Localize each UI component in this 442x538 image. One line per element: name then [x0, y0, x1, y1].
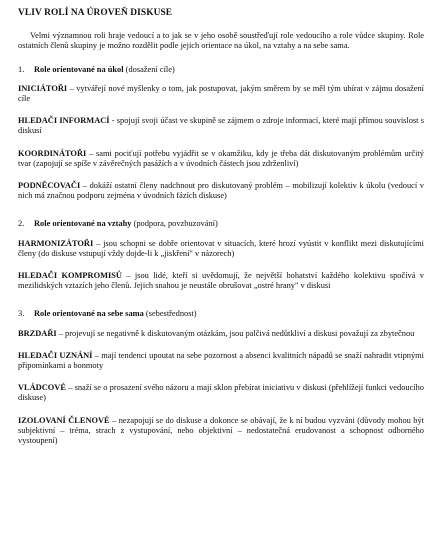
- role-entry-compromise-seekers: [18, 271, 424, 291]
- role-description: – nezapojují se do diskuse a dokonce se obávají, že k ní budou vyzváni (důvody mohou být subjektivní – tréma, strach z vystupování, nebo objektivní – nedostatečná erudovanost a schopnost odborného vystoupení): [18, 415, 425, 446]
- role-term: HLEDAČI KOMPROMISŮ: [18, 271, 122, 281]
- section-note: (dosažení cíle): [123, 64, 175, 74]
- role-term: HLEDAČI INFORMACÍ: [18, 116, 110, 126]
- section-label: Role orientované na úkol: [34, 64, 124, 74]
- role-description: – jsou lidé, kteří si uvědomují, že největší bohatství každého kolektivu spočívá v mezilidských vztazích jeho členů. Jejich snahou je neustále obrušovat „ostré hrany" v diskusi: [18, 271, 424, 291]
- role-entry-info-seekers: [18, 116, 424, 136]
- role-description: – dokáží ostatní členy nadchnout pro diskutovaný problém – mobilizují kolektiv k úkolu (vedoucí v nich má značnou podporu zejména v úvodních fázích diskuse): [18, 181, 424, 201]
- role-description: – projevují se negativně k diskutovaným otázkám, jsou palčivá nedůtkliví a diskusi považují za zbytečnou: [56, 328, 415, 338]
- role-term: VLÁDCOVÉ: [18, 383, 66, 393]
- role-term: INICIÁTOŘI: [18, 83, 68, 93]
- role-description: – sami pociťují potřebu vyjádřit se v okamžiku, kdy je třeba dát diskutovaným problémům určitý tvar (zapojují se spíše v závěrečných pasážích a v úvodních částech jsou zdrženliví): [18, 148, 424, 168]
- role-description: – mají tendenci upoutat na sebe pozornost a absenci kvalitních nápadů se snaží nahradit vtipnými připomínkami a bonmoty: [18, 350, 424, 371]
- section-heading-relations: [18, 219, 424, 229]
- section-heading-task: [18, 65, 424, 75]
- section-number: 1.: [18, 64, 25, 74]
- role-entry-brakers: [18, 329, 424, 339]
- role-term: IZOLOVANÍ ČLENOVÉ: [18, 415, 110, 425]
- role-description: – jsou schopni se dobře orientovat v situacích, které hrozí vyústit v konflikt mezi diskutujícími členy (do diskuse vstupují vždy dojde-li k „jiskření" v názorech): [18, 238, 424, 258]
- section-number: 2.: [18, 219, 25, 229]
- role-term: BRZDAŘI: [18, 328, 57, 338]
- role-entry-coordinators: [18, 149, 424, 169]
- role-term: KOORDINÁTOŘI: [18, 148, 87, 158]
- section-note: (sebestřednost): [143, 309, 197, 319]
- section-heading-self: [18, 309, 424, 319]
- role-entry-rulers: [18, 383, 424, 403]
- intro-paragraph: Velmi významnou roli hraje vedoucí a to jak se v jeho osobě soustřeďují role vedoucího a role vůdce skupiny. Role ostatních členů skupiny je možno rozdělit podle jejich orientace na úkol, na vztahy a na sebe sama.: [18, 31, 424, 51]
- role-entry-initiators: [18, 84, 424, 104]
- role-term: HARMONIZÁTOŘI: [18, 238, 94, 248]
- section-number: 3.: [18, 309, 25, 319]
- role-entry-isolated-members: [18, 416, 424, 447]
- role-term: PODNĚCOVAČI: [18, 181, 81, 191]
- role-term: HLEDAČI UZNÁNÍ: [18, 350, 93, 360]
- role-entry-recognition-seekers: [18, 351, 424, 371]
- document-title: VLIV ROLÍ NA ÚROVEŇ DISKUSE: [18, 8, 173, 18]
- role-entry-harmonizers: [18, 239, 424, 259]
- role-description: – snaží se o prosazení svého názoru a mají sklon přebírat iniciativu v diskusi (přehlížejí funkci vedoucího diskuse): [18, 383, 424, 403]
- role-entry-stimulators: [18, 181, 424, 201]
- role-description: - spojují svoji účast ve skupině se zájmem o zdroje informací, které mají přímou souvislost s diskusí: [18, 116, 424, 136]
- section-label: Role orientované na sebe sama: [34, 309, 144, 319]
- section-label: Role orientované na vztahy: [34, 219, 132, 229]
- role-description: – vytvářejí nové myšlenky o tom, jak postupovat, jakým směrem by se měl tým ubírat v zájmu dosažení cíle: [18, 83, 424, 104]
- section-note: (podpora, povzbuzování): [131, 219, 218, 229]
